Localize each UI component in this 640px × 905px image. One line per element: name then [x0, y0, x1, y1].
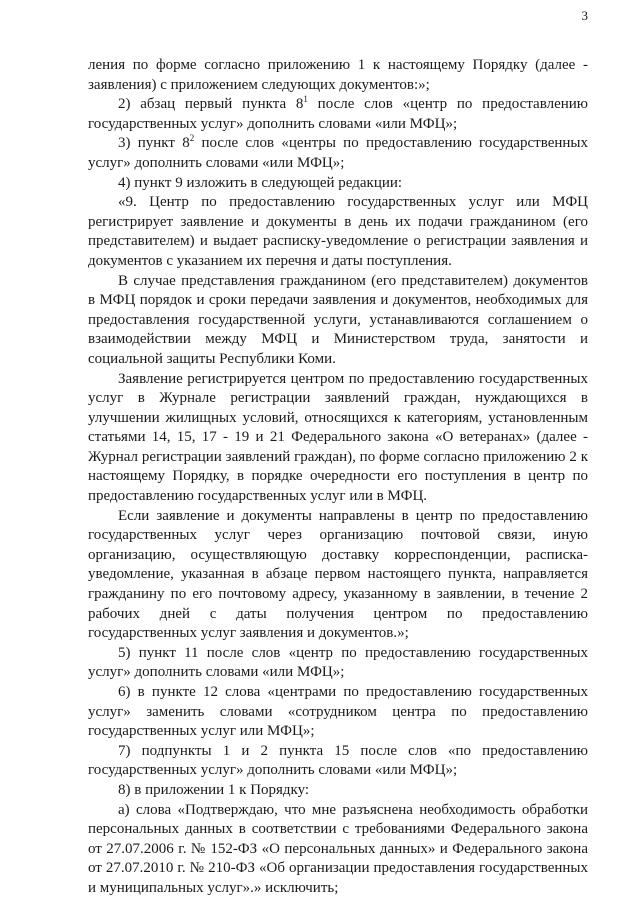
document-body	[88, 56, 588, 899]
page-number: 3	[581, 8, 588, 23]
paragraph-item-6: 6) в пункте 12 слова «центрами по предоставлению государственных услуг» заменить словами «сотрудником центра по предоставлению государственных услуг или МФЦ»;	[88, 684, 588, 740]
paragraph-item-2	[88, 95, 588, 134]
item-2-superscript: 1	[303, 94, 308, 105]
item-2-lead: 2) абзац первый пункта 8	[118, 96, 304, 113]
paragraph-item-3	[88, 134, 588, 173]
paragraph-item-8: 8) в приложении 1 к Порядку:	[118, 781, 310, 798]
paragraph-item-7: 7) подпункты 1 и 2 пункта 15 после слов «по предоставлению государственных услуг» дополнить словами «или МФЦ»;	[88, 742, 588, 779]
paragraph-point-9: «9. Центр по предоставлению государственных услуг или МФЦ регистрирует заявление и документы в день их подачи гражданином (его представителем) и выдает расписку-уведомление о регистрации заявления и документов с указанием их перечня и даты поступления.	[88, 194, 588, 269]
paragraph-postal: Если заявление и документы направлены в центр по предоставлению государственных услуг через организацию почтовой связи, иную организацию, осуществляющую доставку корреспонденции, расписка-уведомление, указанная в абзаце первом настоящего пункта, направляется гражданину по его почтовому адресу, указанному в заявлении, в течение 2 рабочих дней с даты получения центром по предоставлению государственных услуг заявления и документов.»;	[88, 507, 588, 642]
item-3-lead: 3) пункт 8	[118, 135, 190, 152]
paragraph-item-4: 4) пункт 9 изложить в следующей редакции:	[118, 174, 403, 191]
item-3-rest: после слов «центры по предоставлению государственных услуг» дополнить словами «или МФЦ»;	[88, 135, 588, 171]
paragraph-item-8a: а) слова «Подтверждаю, что мне разъяснена необходимость обработки персональных данных в соответствии с требованиями Федерального закона от 27.07.2006 г. № 152-ФЗ «О персональных данных» и Федерального закона от 27.07.2010 г. № 210-ФЗ «Об организации предоставления государственных и муниципальных услуг».» исключить;	[88, 801, 588, 896]
paragraph-mfc-transfer: В случае представления гражданином (его представителем) документов в МФЦ порядок и сроки передачи заявления и документов, необходимых для предоставления государственной услуги, устанавливаются соглашением о взаимодействии между МФЦ и Министерством труда, занятости и социальной защиты Республики Коми.	[88, 272, 588, 367]
paragraph-item-5: 5) пункт 11 после слов «центр по предоставлению государственных услуг» дополнить словами «или МФЦ»;	[88, 644, 588, 681]
item-2-rest: после слов «центр по предоставлению государственных услуг» дополнить словами «или МФЦ»;	[88, 96, 589, 132]
item-3-superscript: 2	[189, 133, 195, 144]
paragraph-registration: Заявление регистрируется центром по предоставлению государственных услуг в Журнале регистрации заявлений граждан, нуждающихся в улучшении жилищных условий, относящихся к категориям, установленным статьями 14, 15, 17 - 19 и 21 Федерального закона «О ветеранах» (далее - Журнал регистрации заявлений граждан), по форме согласно приложению 2 к настоящему Порядку, в порядке очередности его поступления в центр по предоставлению государственных услуг или в МФЦ.	[88, 370, 588, 505]
paragraph-continuation: ления по форме согласно приложению 1 к настоящему Порядку (далее - заявления) с приложением следующих документов:»;	[88, 57, 588, 93]
